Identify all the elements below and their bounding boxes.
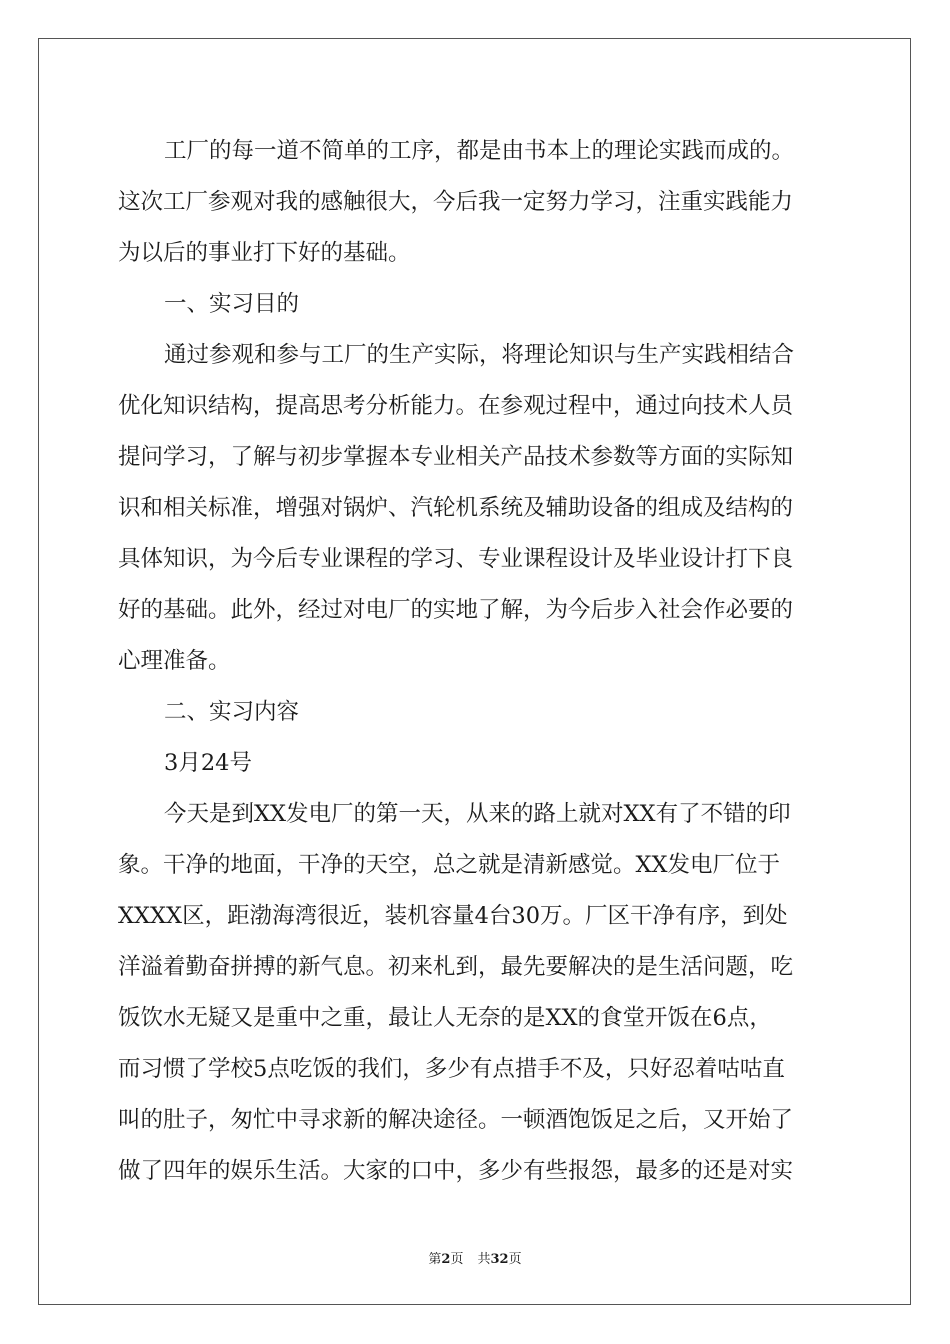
- body-line: 识和相关标准，增强对锅炉、汽轮机系统及辅助设备的组成及结构的: [118, 495, 794, 521]
- page-footer: [0, 1248, 950, 1267]
- page-prefix: 第: [428, 1252, 442, 1267]
- body-line: 叫的肚子，匆忙中寻求新的解决途径。一顿酒饱饭足之后，又开始了: [118, 1107, 794, 1133]
- body-line: 而习惯了学校5点吃饭的我们，多少有点措手不及，只好忍着咕咕直: [118, 1056, 785, 1082]
- body-line: 心理准备。: [118, 648, 231, 674]
- section-heading: 二、实习内容: [164, 699, 300, 725]
- body-line: 做了四年的娱乐生活。大家的口中，多少有些报怨，最多的还是对实: [118, 1158, 794, 1184]
- body-line: 今天是到XX发电厂的第一天，从来的路上就对XX有了不错的印: [164, 801, 791, 827]
- body-line: 这次工厂参观对我的感触很大，今后我一定努力学习，注重实践能力: [118, 189, 794, 215]
- document-body: [118, 126, 834, 1197]
- body-line: 洋溢着勤奋拼搏的新气息。初来札到，最先要解决的是生活问题，吃: [118, 954, 794, 980]
- body-line: 好的基础。此外，经过对电厂的实地了解，为今后步入社会作必要的: [118, 597, 794, 623]
- body-line: 饭饮水无疑又是重中之重，最让人无奈的是XX的食堂开饭在6点，: [118, 1005, 772, 1031]
- body-line: 提问学习，了解与初步掌握本专业相关产品技术参数等方面的实际知: [118, 444, 794, 470]
- body-line: 象。干净的地面，干净的天空，总之就是清新感觉。XX发电厂位于: [118, 852, 781, 878]
- total-suffix: 页: [508, 1252, 522, 1267]
- total-prefix: 共: [477, 1252, 491, 1267]
- page-current: 2: [441, 1252, 451, 1267]
- body-line: 优化知识结构，提高思考分析能力。在参观过程中，通过向技术人员: [118, 393, 794, 419]
- page-total: 32: [490, 1252, 509, 1267]
- body-line: 工厂的每一道不简单的工序，都是由书本上的理论实践而成的。: [164, 138, 795, 164]
- date-heading: 3月24号: [164, 750, 252, 776]
- body-line: XXXX区，距渤海湾很近，装机容量4台30万。厂区干净有序，到处: [118, 903, 788, 929]
- body-line: 具体知识，为今后专业课程的学习、专业课程设计及毕业设计打下良: [118, 546, 794, 572]
- body-line: 通过参观和参与工厂的生产实际，将理论知识与生产实践相结合: [164, 342, 795, 368]
- body-line: 为以后的事业打下好的基础。: [118, 240, 411, 266]
- section-heading: 一、实习目的: [164, 291, 300, 317]
- page-suffix: 页: [450, 1252, 464, 1267]
